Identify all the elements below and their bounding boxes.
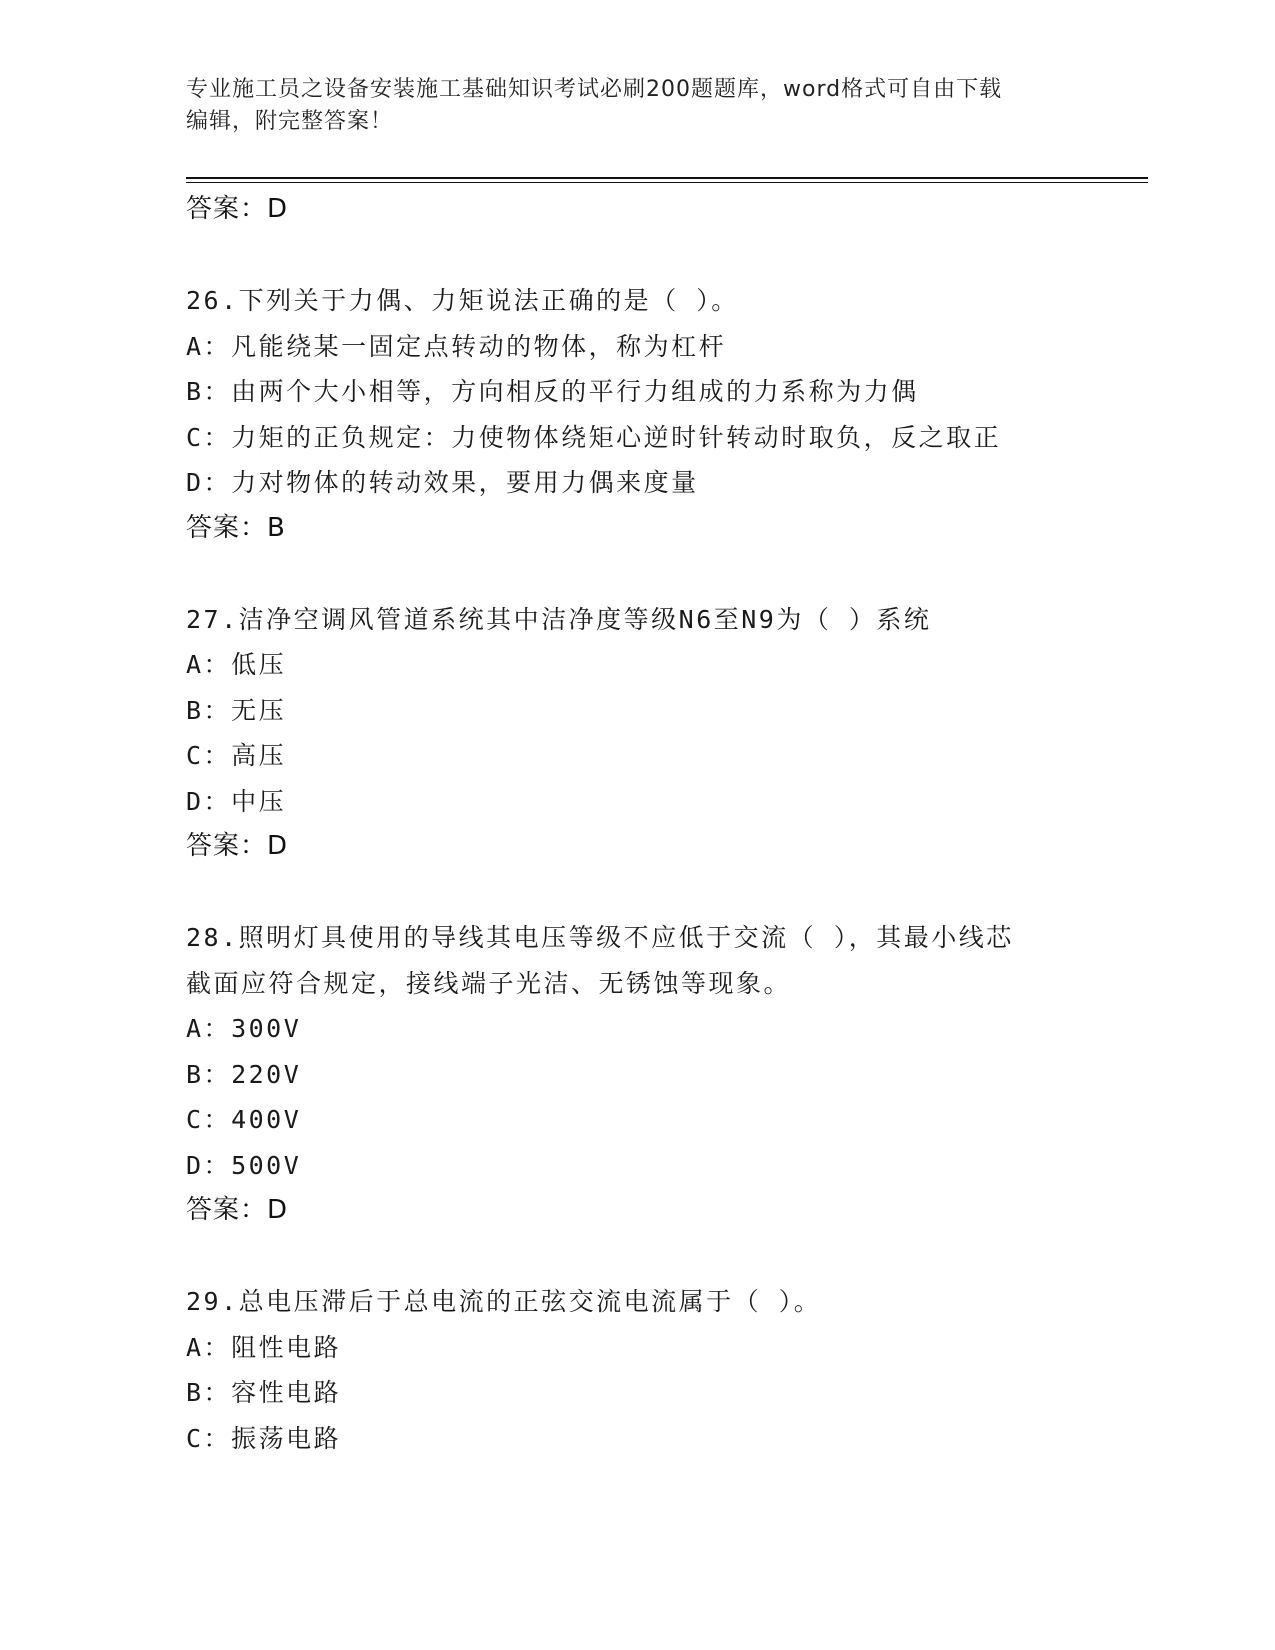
- question-28: [186, 915, 1148, 1234]
- option-c: [186, 733, 1148, 779]
- option-letter: C：: [186, 741, 232, 770]
- header-title-line-2: 编辑，附完整答案！: [186, 109, 394, 134]
- option-text: 高压: [231, 741, 287, 770]
- answer-line: 答案：D: [186, 1195, 289, 1225]
- option-text: 容性电路: [231, 1378, 342, 1407]
- option-c: [186, 1416, 1148, 1462]
- option-text: 220V: [231, 1059, 302, 1089]
- header-rule-thin: [186, 182, 1148, 183]
- question-27: [186, 597, 1148, 870]
- option-d: [186, 460, 1148, 506]
- option-d: [186, 1143, 1148, 1189]
- option-b: [186, 688, 1148, 734]
- option-text: 300V: [231, 1014, 302, 1043]
- header-title-line-1: 专业施工员之设备安装施工基础知识考试必刷200题题库，word格式可自由下载: [186, 77, 1003, 102]
- option-c: [186, 1097, 1148, 1143]
- answer-line: 答案：B: [186, 512, 286, 543]
- option-letter: C：: [186, 422, 232, 452]
- option-a: [186, 1006, 1148, 1052]
- option-letter: D：: [186, 1150, 232, 1180]
- option-letter: C：: [186, 1423, 232, 1453]
- option-text: 中压: [231, 786, 287, 816]
- option-text: 力对物体的转动效果，要用力偶来度量: [231, 468, 699, 497]
- option-text: 振荡电路: [231, 1423, 342, 1453]
- option-text: 由两个大小相等，方向相反的平行力组成的力系称为力偶: [231, 377, 919, 406]
- previous-answer: 答案：D: [186, 194, 289, 224]
- document-header: [186, 74, 1066, 138]
- question-stem: 26.下列关于力偶、力矩说法正确的是（ ）。: [186, 286, 739, 315]
- question-29: [186, 1279, 1148, 1461]
- question-stem-continued: 截面应符合规定，接线端子光洁、无锈蚀等现象。: [186, 968, 792, 998]
- option-letter: D：: [186, 786, 232, 816]
- option-letter: B：: [186, 1378, 232, 1407]
- option-text: 500V: [231, 1150, 302, 1180]
- option-letter: D：: [186, 468, 232, 497]
- option-letter: B：: [186, 1059, 232, 1089]
- option-text: 力矩的正负规定：力使物体绕矩心逆时针转动时取负，反之取正: [231, 422, 1002, 452]
- option-letter: C：: [186, 1105, 232, 1134]
- answer-line: 答案：D: [186, 831, 289, 861]
- spacer: [186, 551, 1148, 597]
- option-letter: A：: [186, 1332, 232, 1362]
- spacer: [186, 233, 1148, 279]
- option-c: [186, 415, 1148, 461]
- option-a: [186, 642, 1148, 688]
- option-letter: B：: [186, 377, 232, 406]
- document-body: [186, 187, 1148, 1461]
- option-text: 凡能绕某一固定点转动的物体，称为杠杆: [231, 331, 727, 361]
- option-b: [186, 1052, 1148, 1098]
- option-letter: A：: [186, 1014, 232, 1043]
- option-a: [186, 324, 1148, 370]
- option-text: 无压: [231, 695, 287, 725]
- spacer: [186, 870, 1148, 916]
- option-b: [186, 369, 1148, 415]
- option-b: [186, 1370, 1148, 1416]
- option-letter: B：: [186, 695, 232, 725]
- header-rule-thick: [186, 177, 1148, 179]
- spacer: [186, 1234, 1148, 1280]
- option-d: [186, 779, 1148, 825]
- option-letter: A：: [186, 331, 232, 361]
- option-text: 阻性电路: [231, 1332, 342, 1362]
- question-26: [186, 278, 1148, 551]
- question-stem: 29.总电压滞后于总电流的正弦交流电流属于（ ）。: [186, 1287, 822, 1316]
- option-letter: A：: [186, 650, 232, 679]
- question-stem: 27.洁净空调风管道系统其中洁净度等级N6至N9为（ ）系统: [186, 604, 932, 634]
- option-a: [186, 1325, 1148, 1371]
- option-text: 低压: [231, 650, 287, 679]
- question-stem: 28.照明灯具使用的导线其电压等级不应低于交流（ ），其最小线芯: [186, 923, 1014, 952]
- option-text: 400V: [231, 1105, 302, 1134]
